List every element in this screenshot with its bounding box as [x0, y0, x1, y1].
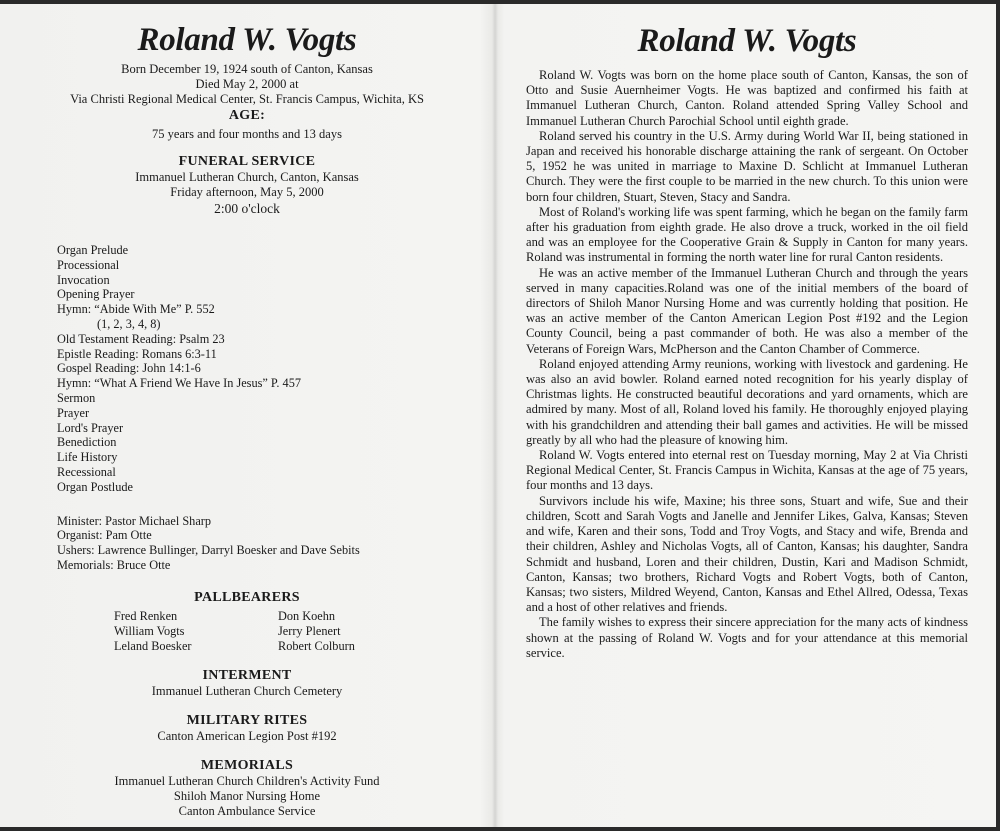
organist-line: Organist: Pam Otte	[57, 528, 152, 543]
list-item: Opening Prayer	[57, 287, 135, 302]
scan-border-bottom	[0, 827, 1000, 831]
funeral-day: Friday afternoon, May 5, 2000	[170, 185, 324, 199]
center-fold	[492, 0, 498, 831]
list-item: Robert Colburn	[278, 638, 355, 653]
list-item: Canton Ambulance Service	[178, 803, 316, 818]
interment-heading: INTERMENT	[202, 667, 292, 683]
list-item: Recessional	[57, 464, 116, 479]
scan-border-top	[0, 0, 1000, 4]
list-item: Gospel Reading: John 14:1-6	[57, 361, 201, 376]
list-item: Don Koehn	[278, 608, 336, 623]
military-section	[52, 712, 442, 744]
list-item: Fred Renken	[114, 608, 178, 623]
memorials-line: Memorials: Bruce Otte	[57, 557, 171, 572]
list-item: Leland Boesker	[114, 638, 192, 653]
bio-paragraph: He was an active member of the Immanuel Lutheran Church and through the years served in many capacities.Roland was one of the initial members of the board of directors of Shiloh Manor Nursing Home and was currently holding that position. He was an active member of the Canton American Legion Post #192 and the Legion County Council, being a past commander of both. He was also a member of the Veterans of Foreign Wars, McPherson and the Canton Chamber of Commerce.	[526, 265, 968, 356]
list-item: Hymn: “Abide With Me” P. 552	[57, 302, 215, 317]
bio-paragraph: Roland W. Vogts entered into eternal rest on Tuesday morning, May 2 at Via Christi Regional Medical Center, St. Francis Campus in Wichita, Kansas at the age of 75 years, four months and 13 days.	[526, 448, 968, 493]
list-item: William Vogts	[114, 623, 185, 638]
service-staff	[57, 514, 442, 573]
scan-border-right	[996, 0, 1000, 831]
pallbearers-column-left	[114, 609, 278, 654]
pallbearers-section	[52, 589, 442, 654]
funeral-heading: FUNERAL SERVICE	[178, 154, 316, 169]
list-item: Immanuel Lutheran Church Children's Activity Fund	[114, 773, 380, 788]
interment-section	[52, 667, 442, 699]
list-item: Shiloh Manor Nursing Home	[173, 788, 321, 803]
memorials-section	[52, 757, 442, 819]
list-item: Jerry Plenert	[278, 623, 341, 638]
list-item: Epistle Reading: Romans 6:3-11	[57, 346, 217, 361]
pallbearers-column-right	[278, 609, 442, 654]
order-of-service	[57, 243, 442, 495]
list-item: Life History	[57, 450, 118, 465]
age-heading: AGE:	[228, 108, 266, 123]
age-text: 75 years and four months and 13 days	[152, 127, 342, 141]
bio-paragraph: Roland enjoyed attending Army reunions, working with livestock and gardening. He was also an avid bowler. Roland earned noted recognition for his yearly display of Christmas lights. He constructed beautiful decorations and yard ornaments, which are admired by many. Most of all, Roland loved his family. He thoroughly enjoyed playing with his grandchildren and attending their ball games and activities. He will be missed greatly by all who had the pleasure of knowing him.	[526, 356, 968, 447]
list-item: Processional	[57, 257, 120, 272]
list-item: Hymn: “What A Friend We Have In Jesus” P. 457	[57, 376, 302, 391]
list-item: Invocation	[57, 272, 110, 287]
list-item: Prayer	[57, 405, 90, 420]
right-page	[526, 20, 968, 661]
list-item: Old Testament Reading: Psalm 23	[57, 331, 225, 346]
left-page	[52, 18, 442, 819]
right-title: Roland W. Vogts	[637, 23, 857, 59]
death-place: Via Christi Regional Medical Center, St. Francis Campus, Wichita, KS	[70, 92, 424, 106]
bio-paragraph: The family wishes to express their sincere appreciation for the many acts of kindness shown at the passing of Roland W. Vogts and for your attendance at this memorial service.	[526, 615, 968, 660]
list-item: Lord's Prayer	[57, 420, 124, 435]
life-history	[526, 68, 968, 661]
died-line: Died May 2, 2000 at	[195, 77, 299, 91]
list-item: Organ Postlude	[57, 479, 133, 494]
born-line: Born December 19, 1924 south of Canton, Kansas	[121, 62, 373, 76]
ushers-line: Ushers: Lawrence Bullinger, Darryl Boesker and Dave Sebits	[57, 543, 360, 558]
bio-paragraph: Roland W. Vogts was born on the home place south of Canton, Kansas, the son of Otto and Susie Auernheimer Vogts. He was baptized and confirmed his faith at Immanuel Lutheran Church, Canton. Roland attended Spring Valley School and Immanuel Lutheran Church Parochial School until eighth grade.	[526, 68, 968, 128]
list-item: Sermon	[57, 390, 96, 405]
left-title: Roland W. Vogts	[137, 22, 357, 58]
funeral-church: Immanuel Lutheran Church, Canton, Kansas	[135, 170, 359, 184]
pallbearers-heading: PALLBEARERS	[194, 589, 300, 605]
bio-paragraph: Most of Roland's working life was spent farming, which he began on the family farm after his graduation from eighth grade. He also drove a truck, worked in the oil field and was an employee for the Cooperative Grain & Supply in Canton for many years. Roland was instrumental in forming the north water line for rural Canton residents.	[526, 204, 968, 265]
list-item: (1, 2, 3, 4, 8)	[97, 316, 161, 331]
military-text: Canton American Legion Post #192	[157, 728, 337, 743]
military-heading: MILITARY RITES	[186, 712, 308, 728]
bio-paragraph: Survivors include his wife, Maxine; his three sons, Stuart and wife, Sue and their children, Scott and Sarah Vogts and Janelle and Jennifer Likes, Galva, Kansas; Steven and wife, Karen and their sons, Todd and Troy Vogts, and Stacy and wife, Brenda and their children, Ashley and Nicholas Vogts, all of Canton, Kansas; his daughter, Sandra Schmidt and husband, Loren and their children, Dustin, Kari and Madison Schmidt, Canton, Kansas; two brothers, Richard Vogts and Robert Vogts, both of Canton, Kansas; two sisters, Mildred Weyend, Canton, Kansas and Ethel Allred, Odessa, Texas and a host of other relatives and friends.	[526, 493, 968, 615]
bio-paragraph: Roland served his country in the U.S. Army during World War II, being stationed in Japan and received his honorable discharge attaining the rank of sergeant. On October 5, 1952 he was united in marriage to Maxine D. Schlicht at Immanuel Lutheran Church. They were the first couple to be married in the new church. To this union were born four children, Stuart, Steven, Stacy and Sandra.	[526, 128, 968, 204]
list-item: Benediction	[57, 435, 117, 450]
memorials-heading: MEMORIALS	[200, 757, 294, 773]
funeral-time: 2:00 o'clock	[214, 201, 280, 216]
list-item: Organ Prelude	[57, 243, 129, 257]
minister-line: Minister: Pastor Michael Sharp	[57, 513, 212, 528]
interment-text: Immanuel Lutheran Church Cemetery	[151, 683, 343, 698]
